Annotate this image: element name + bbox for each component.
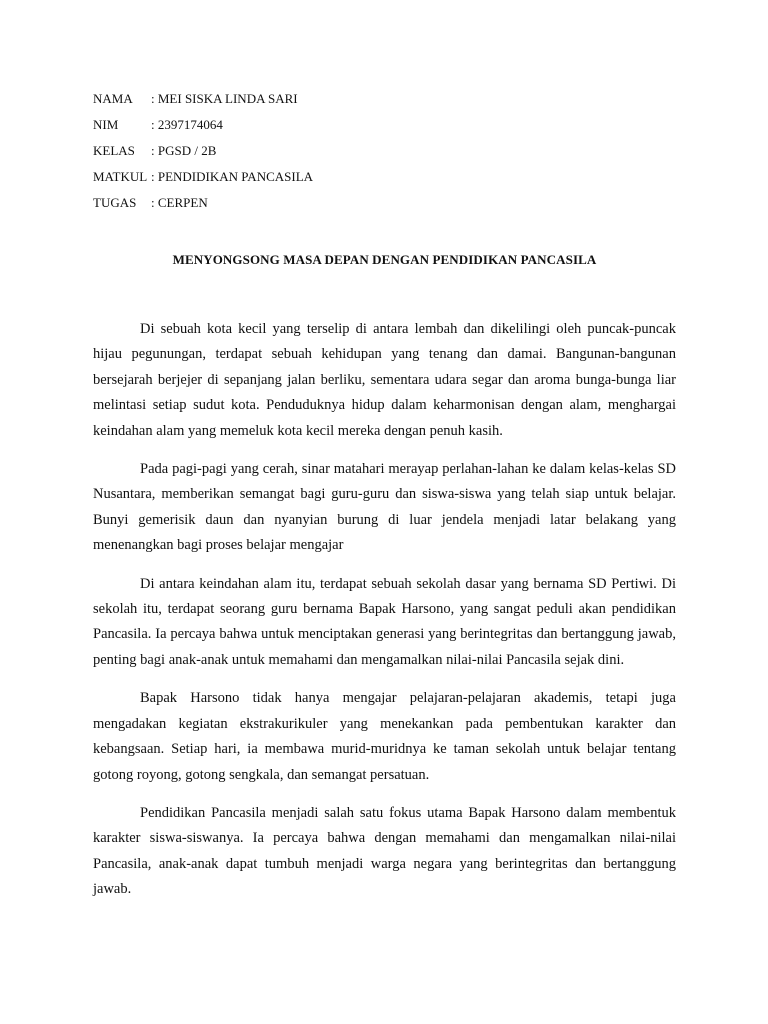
story-title: MENYONGSONG MASA DEPAN DENGAN PENDIDIKAN PANCASILA: [172, 252, 597, 267]
identity-value: : MEI SISKA LINDA SARI: [151, 91, 298, 106]
identity-row-nim: [93, 112, 313, 138]
student-identity-block: [93, 86, 313, 216]
story-paragraph: Pendidikan Pancasila menjadi salah satu fokus utama Bapak Harsono dalam membentuk karakter siswa-siswanya. Ia percaya bahwa dengan memahami dan mengamalkan nilai-nilai Pancasila, anak-anak dapat tumbuh menjadi warga negara yang berintegritas dan bertanggung jawab.: [93, 804, 676, 898]
identity-row-matkul: [93, 164, 313, 190]
identity-label: NAMA: [93, 91, 133, 106]
story-paragraph: Di sebuah kota kecil yang terselip di antara lembah dan dikelilingi oleh puncak-puncak hijau pegunungan, terdapat sebuah kehidupan yang tenang dan damai. Bangunan-bangunan bersejarah berjejer di sepanjang jalan berliku, sementara udara segar dan aroma bunga-bunga liar melintasi setiap sudut kota. Penduduknya hidup dalam keharmonisan dengan alam, menghargai keindahan alam yang memeluk kota kecil mereka dengan penuh kasih.: [93, 321, 676, 439]
identity-row-kelas: [93, 138, 313, 164]
identity-label: MATKUL: [93, 169, 148, 184]
identity-value: : CERPEN: [151, 195, 208, 210]
identity-label: TUGAS: [93, 195, 137, 210]
identity-label: NIM: [93, 117, 119, 132]
identity-value: : 2397174064: [151, 117, 223, 132]
identity-label: KELAS: [93, 143, 135, 158]
identity-value: : PGSD / 2B: [151, 143, 217, 158]
story-paragraph: Di antara keindahan alam itu, terdapat sebuah sekolah dasar yang bernama SD Pertiwi. Di sekolah itu, terdapat seorang guru bernama Bapak Harsono, yang sangat peduli akan pendidikan Pancasila. Ia percaya bahwa untuk menciptakan generasi yang berintegritas dan bertanggung jawab, penting bagi anak-anak untuk memahami dan mengamalkan nilai-nilai Pancasila sejak dini.: [93, 575, 676, 668]
identity-row-tugas: [93, 190, 313, 216]
story-paragraph: Pada pagi-pagi yang cerah, sinar matahari merayap perlahan-lahan ke dalam kelas-kelas SD Nusantara, memberikan semangat bagi guru-guru dan siswa-siswa yang telah siap untuk belajar. Bunyi gemerisik daun dan nyanyian burung di luar jendela menjadi latar belakang yang menenangkan bagi proses belajar mengajar: [93, 461, 676, 554]
identity-value: : PENDIDIKAN PANCASILA: [151, 169, 314, 184]
story-body: [93, 317, 676, 916]
identity-row-nama: [93, 86, 313, 112]
story-paragraph: Bapak Harsono tidak hanya mengajar pelajaran-pelajaran akademis, tetapi juga mengadakan kegiatan ekstrakurikuler yang menekankan pada pembentukan karakter dan kebangsaan. Setiap hari, ia membawa murid-muridnya ke taman sekolah untuk belajar tentang gotong royong, gotong sengkala, dan semangat persatuan.: [93, 690, 676, 783]
